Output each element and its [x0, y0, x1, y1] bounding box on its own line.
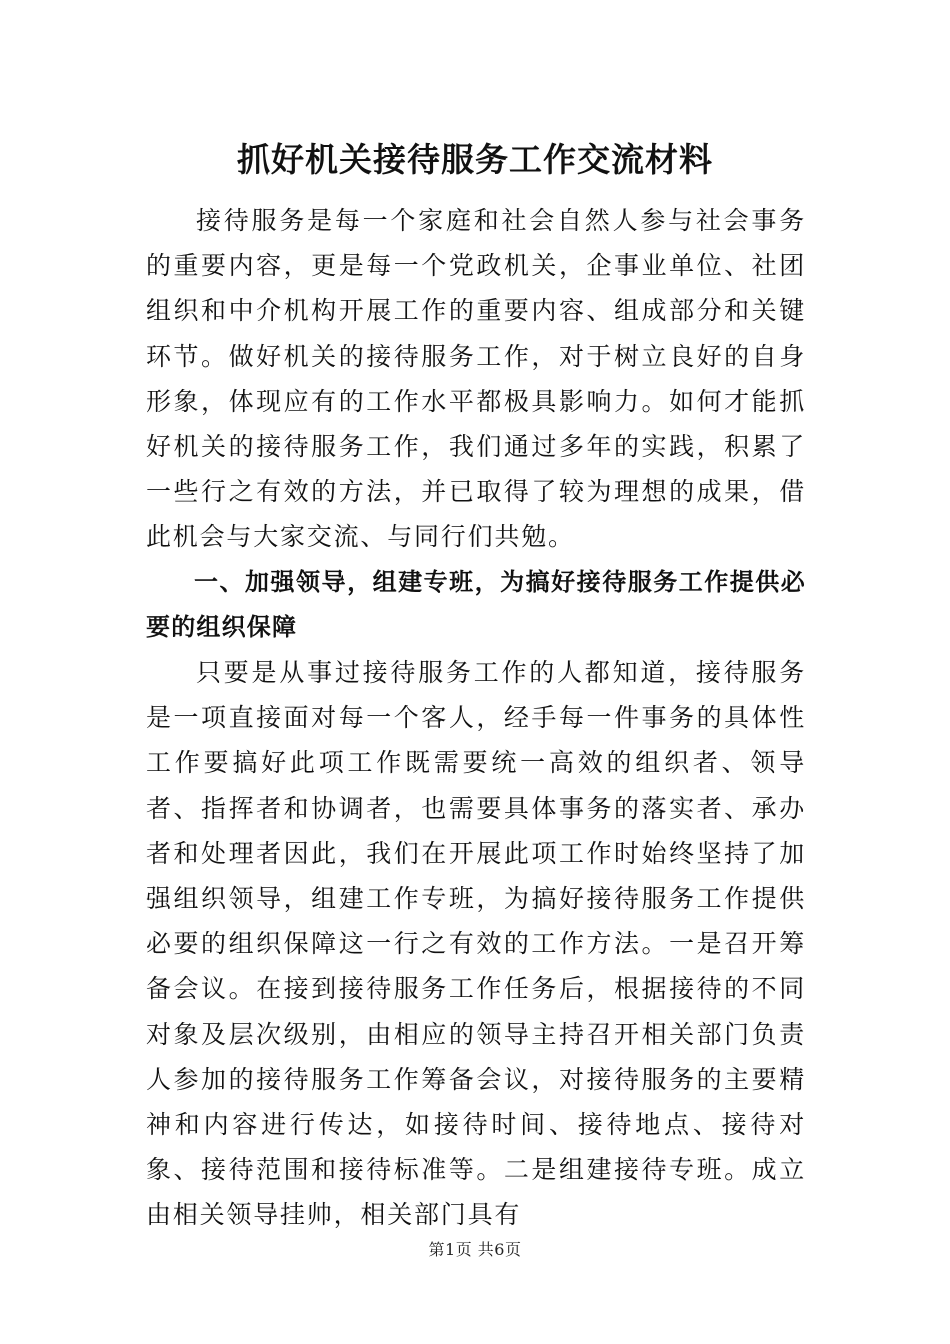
section-heading: 一、加强领导，组建专班，为搞好接待服务工作提供必要的组织保障 [146, 567, 806, 641]
page-footer: 第1页 共6页 [428, 1240, 522, 1259]
body-paragraph: 只要是从事过接待服务工作的人都知道，接待服务是一项直接面对每一个客人，经手每一件事务的具体性工作要搞好此项工作既需要统一高效的组织者、领导者、指挥者和协调者，也需要具体事务的落实者、承办者和处理者因此，我们在开展此项工作时始终坚持了加强组织领导，组建工作专班，为搞好接待服务工作提供必要的组织保障这一行之有效的工作方法。一是召开筹备会议。在接到接待服务工作任务后，根据接待的不同对象及层次级别，由相应的领导主持召开相关部门负责人参加的接待服务工作筹备会议，对接待服务的主要精神和内容进行传达，如接待时间、接待地点、接待对象、接待范围和接待标准等。二是组建接待专班。成立由相关领导挂帅，相关部门具有 [146, 658, 806, 1230]
document-title: 抓好机关接待服务工作交流材料 [237, 140, 713, 179]
intro-paragraph: 接待服务是每一个家庭和社会自然人参与社会事务的重要内容，更是每一个党政机关，企事业单位、社团组织和中介机构开展工作的重要内容、组成部分和关键环节。做好机关的接待服务工作，对于树立良好的自身形象，体现应有的工作水平都极具影响力。如何才能抓好机关的接待服务工作，我们通过多年的实践，积累了一些行之有效的方法，并已取得了较为理想的成果，借此机会与大家交流、与同行们共勉。 [146, 206, 806, 552]
document-body [146, 198, 806, 1238]
